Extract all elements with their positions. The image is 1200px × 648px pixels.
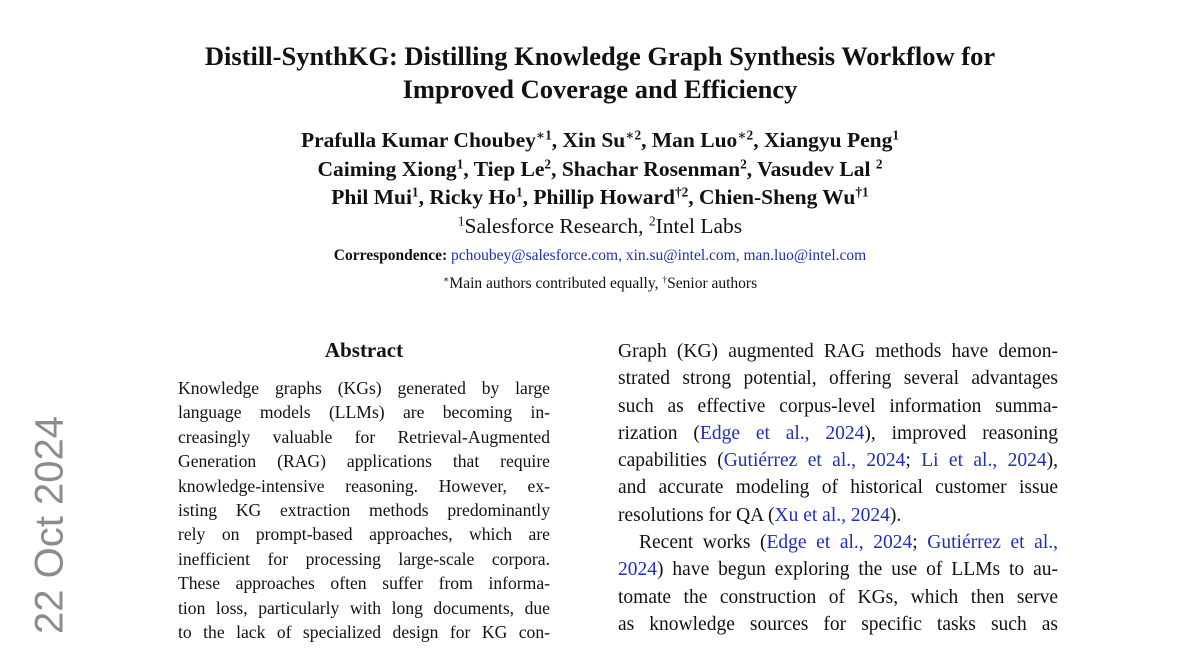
abstract-body — [178, 376, 550, 644]
body-line — [618, 447, 1058, 474]
note-text: Senior authors — [667, 275, 758, 292]
author-affiliation-mark: 2 — [544, 156, 552, 172]
author-name: Man Luo — [651, 128, 738, 152]
body-line — [618, 529, 1058, 556]
body-line — [618, 393, 1058, 420]
affiliation-name: Intel Labs — [655, 214, 743, 238]
abstract-line: tion loss, particularly with long documents, due — [178, 597, 550, 618]
equal-contribution-note — [100, 274, 1100, 294]
citation-link[interactable]: Xu et al., 2024 — [774, 504, 890, 526]
author-separator: , — [551, 156, 562, 181]
note-symbol: † — [662, 274, 668, 286]
body-text: ; — [912, 532, 928, 554]
author-separator: , — [522, 185, 534, 209]
affiliation-mark: 2 — [648, 213, 656, 229]
arxiv-date-text: 22 Oct 2024 — [27, 416, 72, 634]
citation-link[interactable]: Edge et al., 2024 — [699, 422, 865, 444]
body-line — [618, 420, 1058, 447]
body-line — [618, 474, 1058, 501]
author-affiliation-mark: 1 — [411, 184, 419, 200]
body-line — [618, 338, 1058, 365]
body-line — [618, 556, 1058, 583]
correspondence-label: Correspondence: — [333, 247, 448, 264]
note-symbol: ∗ — [442, 274, 450, 286]
author-separator: , — [746, 156, 758, 181]
email-link[interactable]: xin.su@intel.com — [625, 247, 736, 264]
author-affiliation-mark: 1 — [515, 184, 523, 200]
title-line: Improved Coverage and Efficiency — [402, 74, 798, 104]
author-name: Xiangyu Peng — [763, 128, 893, 152]
body-text: tomate the construction of KGs, which then serve — [618, 586, 1058, 608]
body-line — [618, 611, 1058, 638]
citation-link[interactable]: Li et al., 2024 — [921, 450, 1047, 472]
abstract-line: These approaches often suffer from informa- — [178, 573, 550, 594]
body-text: Recent works ( — [639, 532, 767, 554]
affiliation-mark: 1 — [457, 213, 465, 229]
author-separator: , — [551, 128, 563, 152]
paper-title — [100, 40, 1100, 106]
author-name: Xin Su — [562, 128, 626, 152]
body-text: strated strong potential, offering several advantages — [618, 368, 1058, 390]
affiliations — [100, 212, 1100, 240]
author-name: Phillip Howard — [533, 185, 675, 209]
body-line — [618, 365, 1058, 392]
title-line: Distill-SynthKG: Distilling Knowledge Graph Synthesis Workflow for — [204, 41, 996, 71]
author-separator: , — [463, 156, 474, 181]
abstract-line: to the lack of specialized design for KG con- — [178, 622, 550, 643]
email-separator: , — [618, 247, 626, 264]
author-affiliation-mark: 2 — [875, 156, 883, 172]
author-name: Phil Mui — [331, 185, 412, 209]
citation-link[interactable]: Gutiérrez et al., 2024 — [723, 450, 906, 472]
abstract-line: Generation (RAG) applications that require — [178, 451, 550, 472]
abstract-line: inefficient for processing large-scale corpora. — [178, 548, 550, 569]
author-name: Tiep Le — [473, 156, 545, 181]
body-line — [618, 502, 1058, 529]
body-text: Graph (KG) augmented RAG methods have demon- — [618, 341, 1058, 362]
body-line — [618, 584, 1058, 611]
author-name: Caiming Xiong — [317, 156, 457, 181]
body-text: ) have begun exploring the use of LLMs to au- — [657, 559, 1058, 581]
author-affiliation-mark: ∗2 — [625, 127, 642, 143]
author-affiliation-mark: ∗1 — [535, 127, 552, 143]
body-text: ), improved reasoning — [864, 422, 1059, 444]
note-text: Main authors contributed equally, — [449, 275, 663, 292]
author-affiliation-mark: †1 — [855, 184, 869, 200]
body-text: and accurate modeling of historical customer issue — [618, 477, 1058, 499]
author-name: Shachar Rosenman — [561, 156, 741, 181]
email-link[interactable]: pchoubey@salesforce.com — [451, 247, 619, 264]
abstract-line: isting KG extraction methods predominantly — [178, 500, 550, 521]
citation-link[interactable]: 2024 — [618, 559, 657, 581]
body-text: resolutions for QA ( — [618, 504, 775, 526]
author-affiliation-mark: ∗2 — [737, 127, 754, 143]
author-line — [100, 126, 1100, 155]
email-separator: , — [735, 247, 744, 264]
right-column-body — [618, 338, 1058, 638]
abstract-line: knowledge-intensive reasoning. However, ex- — [178, 475, 550, 496]
author-separator: , — [641, 128, 652, 152]
body-text: ). — [889, 504, 902, 526]
body-text: capabilities ( — [618, 450, 724, 472]
body-text: as knowledge sources for specific tasks such as — [618, 613, 1058, 635]
abstract-line: creasingly valuable for Retrieval-Augmented — [178, 426, 550, 447]
author-separator: , — [418, 185, 430, 209]
author-name: Chien-Sheng Wu — [699, 185, 856, 209]
affiliation-name: Salesforce Research, — [464, 214, 649, 238]
body-text: rization ( — [618, 422, 700, 444]
author-separator: , — [688, 185, 700, 209]
author-line — [100, 155, 1100, 184]
author-affiliation-mark: 1 — [456, 156, 464, 172]
abstract-line: Knowledge graphs (KGs) generated by large — [178, 378, 550, 398]
author-line — [100, 183, 1100, 212]
author-separator: , — [753, 128, 764, 152]
author-list — [100, 126, 1100, 212]
author-name: Ricky Ho — [429, 185, 516, 209]
email-link[interactable]: man.luo@intel.com — [743, 247, 867, 264]
body-text: such as effective corpus-level information summa- — [618, 395, 1058, 417]
correspondence-emails — [451, 247, 866, 264]
author-affiliation-mark: 2 — [740, 156, 747, 172]
author-affiliation-mark: †2 — [674, 184, 689, 200]
abstract-heading: Abstract — [324, 338, 404, 362]
body-text: ; — [905, 450, 922, 472]
abstract-line: rely on prompt-based approaches, which are — [178, 524, 550, 545]
citation-link[interactable]: Gutiérrez et al., — [927, 532, 1058, 554]
citation-link[interactable]: Edge et al., 2024 — [766, 532, 913, 554]
body-text: ), — [1046, 450, 1058, 472]
correspondence — [100, 246, 1100, 266]
abstract-line: language models (LLMs) are becoming in- — [178, 402, 550, 423]
author-name: Prafulla Kumar Choubey — [300, 128, 536, 152]
author-affiliation-mark: 1 — [892, 127, 900, 143]
author-name: Vasudev Lal — [757, 156, 876, 181]
